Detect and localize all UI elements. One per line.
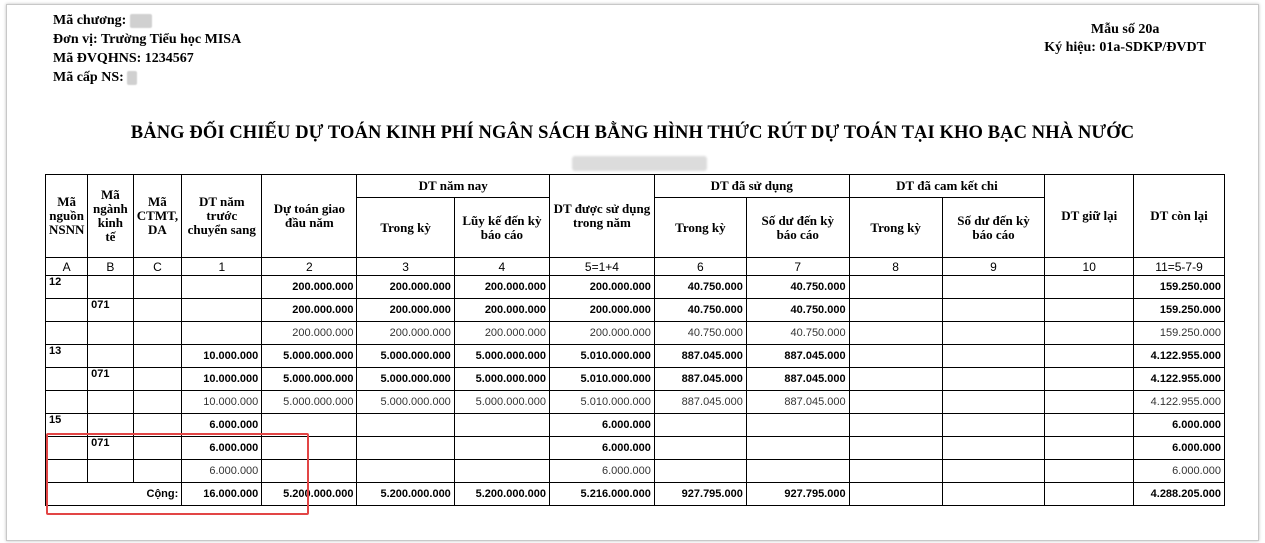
- column-index-cell: A: [46, 258, 88, 276]
- amount-cell: 887.045.000: [654, 368, 746, 391]
- amount-cell: 40.750.000: [654, 299, 746, 322]
- column-index-cell: 2: [262, 258, 357, 276]
- column-index-cell: 1: [182, 258, 262, 276]
- code-cell: [88, 460, 133, 483]
- code-cell: [88, 322, 133, 345]
- amount-cell: 200.000.000: [262, 299, 357, 322]
- amount-cell: 10.000.000: [182, 391, 262, 414]
- amount-cell: [849, 322, 942, 345]
- table-row: [46, 460, 1225, 483]
- amount-cell: 200.000.000: [357, 299, 454, 322]
- code-cell: [133, 414, 182, 437]
- total-amount-cell: 5.200.000.000: [262, 483, 357, 506]
- amount-cell: 159.250.000: [1134, 322, 1225, 345]
- mau-so: Mẫu số 20a: [1090, 22, 1160, 37]
- table-row: [46, 391, 1225, 414]
- col-ma-nganh: Mã ngành kinh tế: [88, 175, 133, 258]
- total-row: [46, 483, 1225, 506]
- amount-cell: 4.122.955.000: [1134, 368, 1225, 391]
- don-vi: Đơn vị: Trường Tiểu học MISA: [53, 32, 242, 47]
- amount-cell: 200.000.000: [549, 299, 654, 322]
- col-ma-nguon: Mã nguồn NSNN: [46, 175, 88, 258]
- amount-cell: [746, 414, 849, 437]
- column-index-cell: B: [88, 258, 133, 276]
- amount-cell: 200.000.000: [262, 276, 357, 299]
- column-index-cell: 7: [746, 258, 849, 276]
- amount-cell: [942, 276, 1045, 299]
- column-index-cell: 8: [849, 258, 942, 276]
- amount-cell: [654, 437, 746, 460]
- amount-cell: 6.000.000: [182, 437, 262, 460]
- amount-cell: 10.000.000: [182, 368, 262, 391]
- amount-cell: [1045, 276, 1134, 299]
- code-cell: [88, 345, 133, 368]
- report-page: [6, 4, 1259, 541]
- amount-cell: 200.000.000: [549, 276, 654, 299]
- amount-cell: 5.000.000.000: [357, 368, 454, 391]
- table-row: [46, 276, 1225, 299]
- amount-cell: [182, 322, 262, 345]
- amount-cell: 887.045.000: [654, 345, 746, 368]
- amount-cell: [849, 437, 942, 460]
- amount-cell: 6.000.000: [549, 460, 654, 483]
- ma-chuong-label: Mã chương:: [53, 13, 127, 28]
- amount-cell: [262, 437, 357, 460]
- amount-cell: 887.045.000: [746, 368, 849, 391]
- col-dt-da-su-dung-so-du: Số dư đến kỳ báo cáo: [746, 198, 849, 258]
- amount-cell: 40.750.000: [654, 276, 746, 299]
- amount-cell: 6.000.000: [182, 414, 262, 437]
- amount-cell: 6.000.000: [1134, 460, 1225, 483]
- amount-cell: 5.010.000.000: [549, 391, 654, 414]
- index-row-group: [46, 258, 1225, 276]
- amount-cell: [654, 414, 746, 437]
- amount-cell: [942, 368, 1045, 391]
- col-dt-giu-lai: DT giữ lại: [1045, 175, 1134, 258]
- amount-cell: 4.122.955.000: [1134, 345, 1225, 368]
- amount-cell: [942, 460, 1045, 483]
- amount-cell: 887.045.000: [654, 391, 746, 414]
- total-amount-cell: 4.288.205.000: [1134, 483, 1225, 506]
- col-dt-da-su-dung-trong-ky: Trong kỳ: [654, 198, 746, 258]
- report-header-left: [53, 11, 241, 87]
- amount-cell: 159.250.000: [1134, 276, 1225, 299]
- amount-cell: [746, 460, 849, 483]
- amount-cell: 200.000.000: [549, 322, 654, 345]
- amount-cell: 40.750.000: [746, 322, 849, 345]
- column-index-cell: 4: [454, 258, 549, 276]
- amount-cell: [454, 437, 549, 460]
- code-cell: [133, 345, 182, 368]
- amount-cell: 4.122.955.000: [1134, 391, 1225, 414]
- table-row: [46, 368, 1225, 391]
- code-cell: [88, 391, 133, 414]
- total-amount-cell: 5.200.000.000: [454, 483, 549, 506]
- column-index-cell: 10: [1045, 258, 1134, 276]
- amount-cell: [746, 437, 849, 460]
- amount-cell: [849, 299, 942, 322]
- amount-cell: [454, 414, 549, 437]
- column-index-cell: C: [133, 258, 182, 276]
- amount-cell: 5.000.000.000: [454, 345, 549, 368]
- redacted-period: [572, 156, 707, 171]
- amount-cell: [454, 460, 549, 483]
- amount-cell: [1045, 345, 1134, 368]
- amount-cell: [1045, 322, 1134, 345]
- amount-cell: 5.000.000.000: [262, 345, 357, 368]
- amount-cell: 5.000.000.000: [262, 391, 357, 414]
- amount-cell: [1045, 414, 1134, 437]
- amount-cell: 200.000.000: [454, 276, 549, 299]
- amount-cell: [262, 414, 357, 437]
- code-cell: [133, 299, 182, 322]
- amount-cell: 6.000.000: [549, 414, 654, 437]
- total-amount-cell: 927.795.000: [654, 483, 746, 506]
- table-row: [46, 414, 1225, 437]
- amount-cell: 200.000.000: [454, 299, 549, 322]
- code-cell: [46, 299, 88, 322]
- amount-cell: [849, 460, 942, 483]
- amount-cell: 887.045.000: [746, 391, 849, 414]
- code-cell: [46, 368, 88, 391]
- amount-cell: [357, 437, 454, 460]
- ma-cap-ns-label: Mã cấp NS:: [53, 70, 124, 85]
- code-cell: [46, 460, 88, 483]
- code-cell: 071: [88, 299, 133, 322]
- amount-cell: 5.000.000.000: [454, 368, 549, 391]
- code-cell: [88, 414, 133, 437]
- code-cell: [46, 437, 88, 460]
- code-cell: [133, 460, 182, 483]
- amount-cell: 200.000.000: [357, 276, 454, 299]
- code-cell: 12: [46, 276, 88, 299]
- code-cell: [133, 322, 182, 345]
- amount-cell: [357, 460, 454, 483]
- reconciliation-table: [45, 174, 1225, 506]
- col-dt-nam-nay-luy-ke: Lũy kế đến kỳ báo cáo: [454, 198, 549, 258]
- total-amount-cell: 5.200.000.000: [357, 483, 454, 506]
- amount-cell: 5.000.000.000: [357, 345, 454, 368]
- amount-cell: [262, 460, 357, 483]
- table-row: [46, 345, 1225, 368]
- amount-cell: [942, 414, 1045, 437]
- code-cell: [88, 276, 133, 299]
- amount-cell: [357, 414, 454, 437]
- report-title: BẢNG ĐỐI CHIẾU DỰ TOÁN KINH PHÍ NGÂN SÁCH BẰNG HÌNH THỨC RÚT DỰ TOÁN TẠI KHO BẠC NHÀ NƯỚC: [130, 123, 1135, 143]
- amount-cell: [942, 322, 1045, 345]
- amount-cell: [1045, 437, 1134, 460]
- ky-hieu: Ký hiệu: 01a-SDKP/ĐVDT: [1044, 40, 1206, 55]
- code-cell: 071: [88, 368, 133, 391]
- data-rows: [46, 276, 1225, 506]
- amount-cell: [849, 276, 942, 299]
- col-ma-ctmt: Mã CTMT, DA: [133, 175, 182, 258]
- amount-cell: 6.000.000: [549, 437, 654, 460]
- total-amount-cell: [1045, 483, 1134, 506]
- col-dt-duoc-su-dung: DT được sử dụng trong năm: [549, 175, 654, 258]
- redacted-value: [130, 14, 152, 28]
- code-cell: [46, 322, 88, 345]
- table-row: [46, 437, 1225, 460]
- col-dt-cam-ket-trong-ky: Trong kỳ: [849, 198, 942, 258]
- total-amount-cell: [849, 483, 942, 506]
- amount-cell: 40.750.000: [746, 299, 849, 322]
- amount-cell: 40.750.000: [746, 276, 849, 299]
- amount-cell: 200.000.000: [454, 322, 549, 345]
- col-du-toan-giao: Dự toán giao đầu năm: [262, 175, 357, 258]
- amount-cell: [849, 345, 942, 368]
- redacted-value: [127, 71, 137, 85]
- ma-dvqhns: Mã ĐVQHNS: 1234567: [53, 51, 194, 66]
- col-dt-nam-nay: DT năm nay: [357, 175, 550, 198]
- amount-cell: 5.000.000.000: [454, 391, 549, 414]
- amount-cell: 6.000.000: [1134, 414, 1225, 437]
- col-dt-da-su-dung: DT đã sử dụng: [654, 175, 849, 198]
- column-index-cell: 6: [654, 258, 746, 276]
- amount-cell: 6.000.000: [1134, 437, 1225, 460]
- column-index-row: [46, 258, 1225, 276]
- amount-cell: 887.045.000: [746, 345, 849, 368]
- amount-cell: [654, 460, 746, 483]
- amount-cell: [942, 391, 1045, 414]
- amount-cell: 10.000.000: [182, 345, 262, 368]
- code-cell: [133, 368, 182, 391]
- code-cell: 13: [46, 345, 88, 368]
- report-header-right: [1044, 21, 1206, 57]
- amount-cell: 5.000.000.000: [262, 368, 357, 391]
- amount-cell: [1045, 368, 1134, 391]
- amount-cell: 6.000.000: [182, 460, 262, 483]
- amount-cell: [1045, 391, 1134, 414]
- column-index-cell: 11=5-7-9: [1134, 258, 1225, 276]
- column-index-cell: 3: [357, 258, 454, 276]
- col-dt-cam-ket-so-du: Số dư đến kỳ báo cáo: [942, 198, 1045, 258]
- amount-cell: 159.250.000: [1134, 299, 1225, 322]
- amount-cell: 5.000.000.000: [357, 391, 454, 414]
- table-row: [46, 299, 1225, 322]
- col-dt-nam-nay-trong-ky: Trong kỳ: [357, 198, 454, 258]
- amount-cell: 200.000.000: [262, 322, 357, 345]
- col-dt-nam-truoc: DT năm trước chuyển sang: [182, 175, 262, 258]
- total-label: Cộng:: [46, 483, 182, 506]
- amount-cell: 5.010.000.000: [549, 345, 654, 368]
- amount-cell: [1045, 460, 1134, 483]
- amount-cell: 5.010.000.000: [549, 368, 654, 391]
- column-index-cell: 5=1+4: [549, 258, 654, 276]
- amount-cell: [182, 299, 262, 322]
- amount-cell: [942, 299, 1045, 322]
- total-amount-cell: 927.795.000: [746, 483, 849, 506]
- total-amount-cell: 16.000.000: [182, 483, 262, 506]
- code-cell: [133, 276, 182, 299]
- amount-cell: [849, 414, 942, 437]
- table-row: [46, 322, 1225, 345]
- amount-cell: 40.750.000: [654, 322, 746, 345]
- amount-cell: [1045, 299, 1134, 322]
- code-cell: 15: [46, 414, 88, 437]
- amount-cell: [849, 391, 942, 414]
- code-cell: [133, 391, 182, 414]
- col-dt-con-lai: DT còn lại: [1134, 175, 1225, 258]
- amount-cell: [849, 368, 942, 391]
- code-cell: 071: [88, 437, 133, 460]
- code-cell: [133, 437, 182, 460]
- amount-cell: [942, 437, 1045, 460]
- code-cell: [46, 391, 88, 414]
- col-dt-cam-ket: DT đã cam kết chi: [849, 175, 1045, 198]
- amount-cell: [182, 276, 262, 299]
- column-index-cell: 9: [942, 258, 1045, 276]
- total-amount-cell: [942, 483, 1045, 506]
- total-amount-cell: 5.216.000.000: [549, 483, 654, 506]
- amount-cell: 200.000.000: [357, 322, 454, 345]
- amount-cell: [942, 345, 1045, 368]
